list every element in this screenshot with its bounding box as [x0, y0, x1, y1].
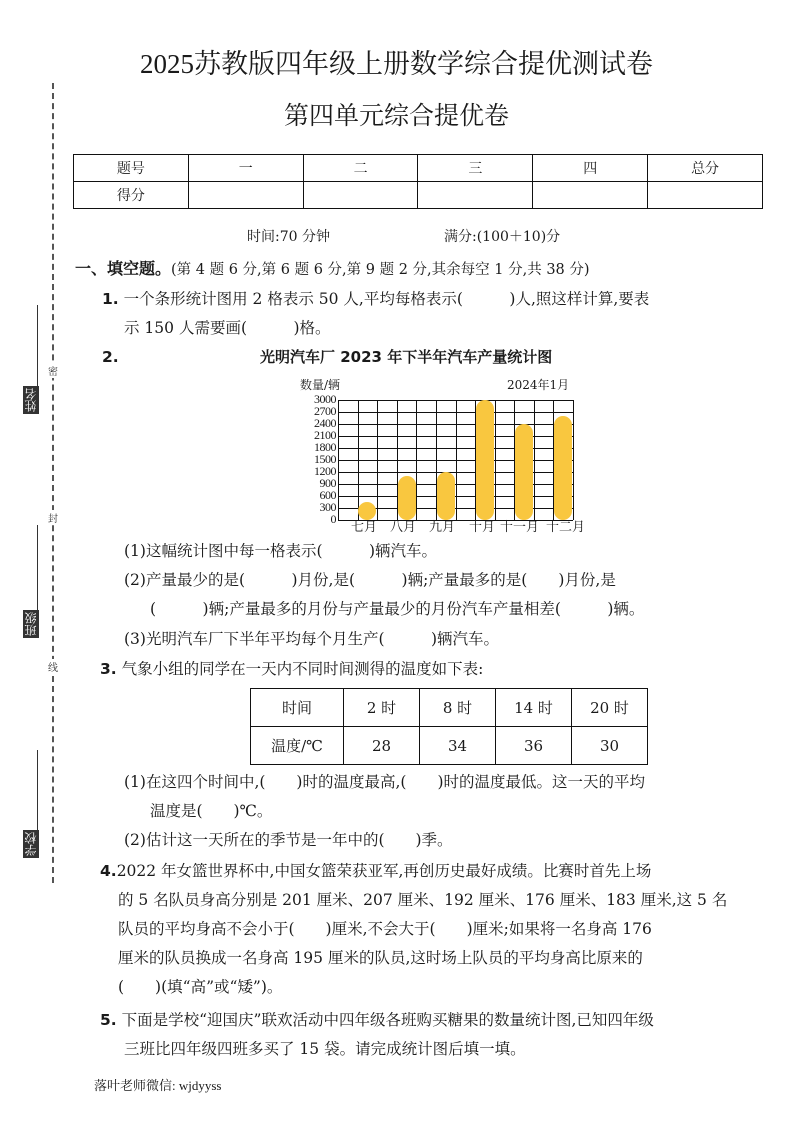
x-tick-sep: 九月 — [429, 520, 456, 535]
y-tick: 900 — [319, 476, 336, 490]
q4-line-1 — [100, 860, 651, 882]
score-header-cell: 一 — [188, 155, 303, 182]
q4-line-4: 厘米的队员换成一名身高 195 厘米的队员,这时场上队员的平均身高比原来的 — [118, 949, 643, 967]
temp-cell: 36 — [496, 727, 572, 765]
temp-header-cell: 2 时 — [344, 689, 420, 727]
x-tick-nov: 十一月 — [500, 520, 540, 535]
x-tick-oct: 十月 — [469, 520, 496, 535]
q5-number: 5. — [100, 1011, 117, 1029]
sub-title: 第四单元综合提优卷 — [283, 103, 509, 130]
x-tick-aug: 八月 — [390, 520, 417, 535]
score-table-header-row — [74, 155, 763, 182]
y-tick: 1500 — [314, 452, 336, 466]
q1-line-2: 示 150 人需要画( )格。 — [124, 319, 331, 337]
temp-cell: 34 — [420, 727, 496, 765]
score-header-cell: 三 — [418, 155, 533, 182]
x-tick-jul: 七月 — [351, 520, 378, 535]
exam-full-marks: 满分:(100＋10)分 — [444, 229, 561, 245]
score-header-cell: 二 — [303, 155, 418, 182]
q3-number: 3. — [100, 660, 117, 678]
binding-dashed-line — [52, 83, 54, 883]
bar-八月 — [398, 476, 416, 520]
temp-header-cell: 8 时 — [420, 689, 496, 727]
temp-cell: 28 — [344, 727, 420, 765]
temp-header-cell: 时间 — [251, 689, 344, 727]
temp-cell: 30 — [572, 727, 648, 765]
score-cell[interactable] — [533, 182, 648, 209]
q3-sub1-line2: 温度是( )℃。 — [150, 802, 273, 820]
q3-stem-line — [100, 658, 483, 680]
class-write-line[interactable] — [37, 525, 38, 610]
chart-date: 2024年1月 — [507, 378, 570, 392]
q2-number: 2. — [102, 348, 119, 366]
exam-time: 时间:70 分钟 — [247, 229, 330, 245]
temp-header-cell: 20 时 — [572, 689, 648, 727]
q4-line-2: 的 5 名队员身高分别是 201 厘米、207 厘米、192 厘米、176 厘米、183 厘米,这 5 名 — [118, 891, 728, 909]
q1-number: 1. — [102, 290, 119, 308]
grid-line-vertical — [573, 400, 574, 520]
temp-header-cell: 14 时 — [496, 689, 572, 727]
q4-number: 4. — [100, 862, 117, 880]
seal-char-feng: 封 — [45, 510, 61, 525]
bar-九月 — [437, 472, 455, 520]
name-write-line[interactable] — [37, 305, 38, 387]
score-table — [73, 154, 763, 209]
grid-line-vertical — [534, 400, 535, 520]
y-tick: 1200 — [314, 464, 336, 478]
score-header-cell: 四 — [533, 155, 648, 182]
bar-十二月 — [554, 416, 572, 520]
q2-sub1: (1)这幅统计图中每一格表示( )辆汽车。 — [124, 542, 438, 560]
seal-char-xian: 线 — [45, 659, 61, 674]
section-1-note: (第 4 题 6 分,第 6 题 6 分,第 9 题 2 分,其余每空 1 分,共 38 分) — [171, 262, 590, 278]
q3-sub2: (2)估计这一天所在的季节是一年中的( )季。 — [124, 831, 453, 849]
chart-y-axis-label: 数量/辆 — [300, 378, 341, 392]
seal-char-mi: 密 — [45, 363, 61, 378]
grid-line-vertical — [377, 400, 378, 520]
x-tick-dec: 十二月 — [546, 520, 586, 535]
q1-line-1 — [102, 288, 649, 310]
score-header-cell: 题号 — [74, 155, 189, 182]
q4-line-3: 队员的平均身高不会小于( )厘米,不会大于( )厘米;如果将一名身高 176 — [118, 920, 652, 938]
y-tick: 2700 — [314, 404, 336, 418]
q5-line-2: 三班比四年级四班多买了 15 袋。请完成统计图后填一填。 — [124, 1040, 526, 1058]
bar-十一月 — [515, 424, 533, 520]
y-tick: 2100 — [314, 428, 336, 442]
temp-table-value-row — [251, 727, 648, 765]
temperature-table — [250, 688, 648, 765]
school-write-line[interactable] — [37, 750, 38, 830]
y-tick: 300 — [319, 500, 336, 514]
score-cell[interactable] — [648, 182, 763, 209]
section-1-heading — [75, 258, 590, 281]
q3-stem: 气象小组的同学在一天内不同时间测得的温度如下表: — [121, 660, 484, 678]
q4-text-1: 2022 年女篮世界杯中,中国女篮荣获亚军,再创历史最好成绩。比赛时首先上场 — [116, 862, 652, 880]
y-tick: 1800 — [314, 440, 336, 454]
grid-line-vertical — [495, 400, 496, 520]
q2-sub2-line1: (2)产量最少的是( )月份,是( )辆;产量最多的是( )月份,是 — [124, 571, 616, 589]
y-tick: 2400 — [314, 416, 336, 430]
q3-sub1-line1: (1)在这四个时间中,( )时的温度最高,( )时的温度最低。这一天的平均 — [124, 773, 646, 791]
score-cell[interactable] — [188, 182, 303, 209]
q2-sub3: (3)光明汽车厂下半年平均每个月生产( )辆汽车。 — [124, 630, 500, 648]
y-tick: 0 — [330, 512, 336, 526]
y-tick: 3000 — [314, 392, 336, 406]
school-label: 学校 — [24, 832, 38, 856]
temp-row-label: 温度/℃ — [251, 727, 344, 765]
main-title: 2025苏教版四年级上册数学综合提优测试卷 — [140, 49, 653, 79]
class-label: 班级 — [24, 612, 38, 636]
score-cell[interactable] — [303, 182, 418, 209]
bar-chart-plot-area — [338, 400, 573, 520]
grid-line-vertical — [416, 400, 417, 520]
grid-line-vertical — [338, 400, 339, 520]
section-1-title: 一、填空题。 — [75, 259, 172, 278]
score-row-label: 得分 — [74, 182, 189, 209]
bar-十月 — [476, 400, 494, 520]
chart-title: 光明汽车厂 2023 年下半年汽车产量统计图 — [260, 348, 553, 366]
score-cell[interactable] — [418, 182, 533, 209]
q2-sub2-line2: ( )辆;产量最多的月份与产量最少的月份汽车产量相差( )辆。 — [150, 600, 645, 618]
q1-text-1: 一个条形统计图用 2 格表示 50 人,平均每格表示( )人,照这样计算,要表 — [123, 290, 650, 308]
footer-contact: 落叶老师微信: wjdyyss — [94, 1078, 222, 1093]
y-tick: 600 — [319, 488, 336, 502]
temp-table-header-row — [251, 689, 648, 727]
name-label: 姓名 — [24, 388, 38, 412]
grid-line-vertical — [456, 400, 457, 520]
q5-text-1: 下面是学校“迎国庆”联欢活动中四年级各班购买糖果的数量统计图,已知四年级 — [121, 1011, 654, 1029]
q4-line-5: ( )(填“高”或“矮”)。 — [118, 978, 283, 996]
score-table-value-row — [74, 182, 763, 209]
grid-line-vertical — [358, 400, 359, 520]
q5-line-1 — [100, 1009, 654, 1031]
score-header-cell: 总分 — [648, 155, 763, 182]
